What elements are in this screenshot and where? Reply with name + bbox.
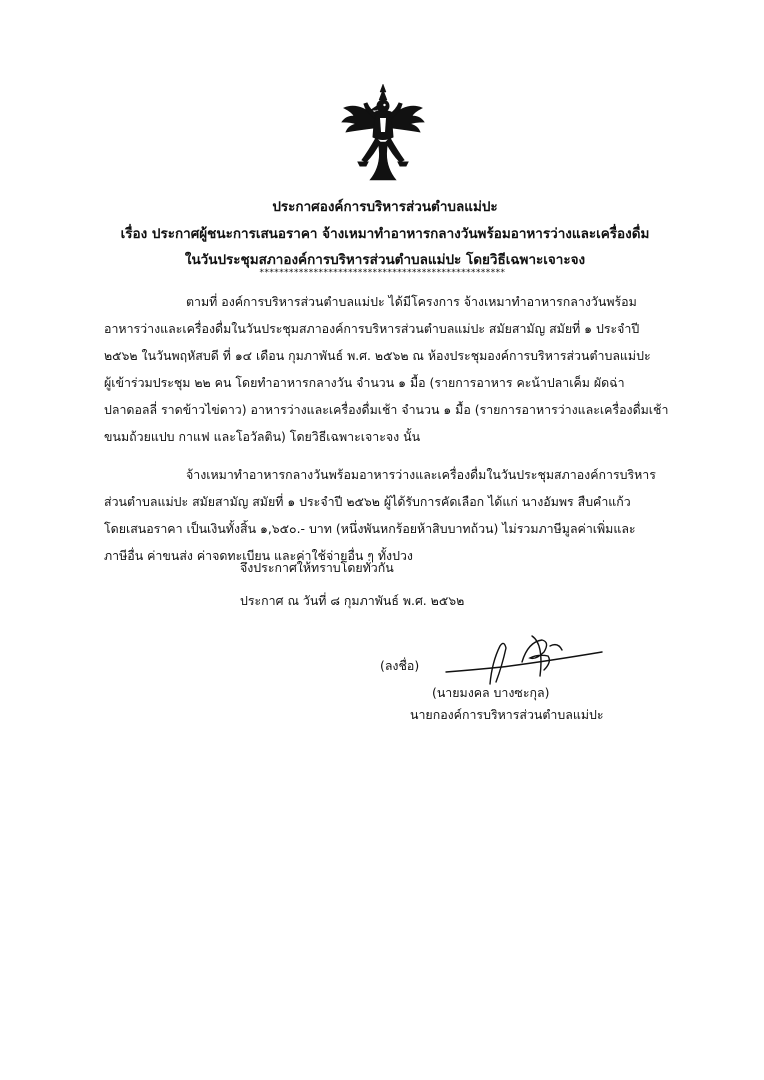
paragraph-2-line: โดยเสนอราคา เป็นเงินทั้งสิ้น ๑,๖๕๐.- บาท (หนึ่งพันหกร้อยห้าสิบบาทถ้วน) ไม่รวมภาษีมูลค่าเพิ่มและ xyxy=(104,521,636,536)
paragraph-1-line: ปลาดอลลี่ ราดข้าวไข่ดาว) อาหารว่างและเครื่องดื่มเช้า จำนวน ๑ มื้อ (รายการอาหารว่างและเครื่องดื่มเช้า xyxy=(104,402,669,417)
organization-title: ประกาศองค์การบริหารส่วนตำบลแม่ปะ xyxy=(272,199,498,215)
paragraph-2-line: จ้างเหมาทำอาหารกลางวันพร้อมอาหารว่างและเครื่องดื่มในวันประชุมสภาองค์การบริหาร xyxy=(186,467,656,482)
paragraph-1-line: ตามที่ องค์การบริหารส่วนตำบลแม่ปะ ได้มีโครงการ จ้างเหมาทำอาหารกลางวันพร้อม xyxy=(186,294,637,309)
sign-label: (ลงชื่อ) xyxy=(380,658,420,673)
announce-line: จึงประกาศให้ทราบโดยทั่วกัน xyxy=(240,560,394,575)
date-line: ประกาศ ณ วันที่ ๘ กุมภาพันธ์ พ.ศ. ๒๕๖๒ xyxy=(240,593,465,608)
handwritten-signature xyxy=(432,632,608,690)
paragraph-1-line: ขนมถ้วยแปบ กาแฟ และโอวัลติน) โดยวิธีเฉพาะเจาะจง นั้น xyxy=(104,429,421,444)
garuda-emblem-icon xyxy=(340,82,426,182)
paragraph-2-line: ส่วนตำบลแม่ปะ สมัยสามัญ สมัยที่ ๑ ประจำปี ๒๕๖๒ ผู้ได้รับการคัดเลือก ได้แก่ นางอัมพร สืบคำแก้ว xyxy=(104,494,631,509)
subject-line-1: เรื่อง ประกาศผู้ชนะการเสนอราคา จ้างเหมาทำอาหารกลางวันพร้อมอาหารว่างและเครื่องดื่ม xyxy=(120,226,650,242)
paragraph-2-line: ภาษีอื่น ค่าขนส่ง ค่าจดทะเบียน และค่าใช้จ่ายอื่น ๆ ทั้งปวง xyxy=(104,548,413,563)
signer-name: (นายมงคล บางซะกุล) xyxy=(432,685,550,700)
divider-line: ************************************************** xyxy=(259,268,505,278)
subject-line-2: ในวันประชุมสภาองค์การบริหารส่วนตำบลแม่ปะ โดยวิธีเฉพาะเจาะจง xyxy=(184,252,586,268)
paragraph-1-line: ๒๕๖๒ ในวันพฤหัสบดี ที่ ๑๔ เดือน กุมภาพันธ์ พ.ศ. ๒๕๖๒ ณ ห้องประชุมองค์การบริหารส่วนตำบลแม่ปะ xyxy=(104,348,651,363)
paragraph-1-line: ผู้เข้าร่วมประชุม ๒๒ คน โดยทำอาหารกลางวัน จำนวน ๑ มื้อ (รายการอาหาร คะน้าปลาเค็ม ผัดฉ่า xyxy=(104,375,625,390)
paragraph-1-line: อาหารว่างและเครื่องดื่มในวันประชุมสภาองค์การบริหารส่วนตำบลแม่ปะ สมัยสามัญ สมัยที่ ๑ ประจำปี xyxy=(104,321,640,336)
signer-position: นายกองค์การบริหารส่วนตำบลแม่ปะ xyxy=(410,707,604,722)
